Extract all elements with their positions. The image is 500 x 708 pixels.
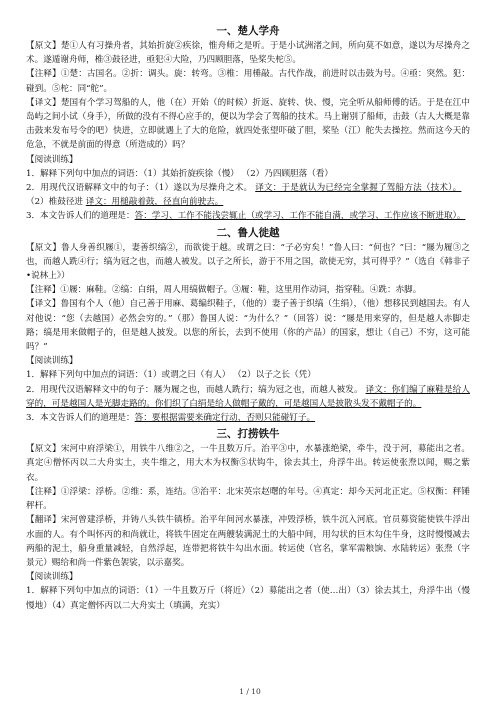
section1-answer-2a: 译文：于是就认为已经完全掌握了驾船方法（技术）。: [255, 183, 462, 194]
section1-original-text: 【原文】楚①人有习操舟者，其始折旋②疾徐，惟舟师之是听。于是小试洲渚之间，所向莫不如意，遂以为尽操舟之术。遂遁谢舟师，椎③鼓径进，亟犯④大险，乃四顾胆落，坠桨失柁⑤。: [26, 41, 470, 66]
section2-original-text: 【原文】鲁人身善织屦①，妻善织缟②，而欲徙于越。或谓之曰：“子必穷矣！”鲁人曰：“何也？”曰：“屦为履③之也，而越人跣④行；缟为冠之也，而越人被发。以子之所长，游于不用之国，欲使无穷，其可得乎？”（选自《韩非子•说林上》）: [26, 242, 470, 282]
section2-question-3: [26, 411, 470, 425]
section2-question-1: 1．解释下列句中加点的词语：（1）或谓之曰（有人） （2）以子之长（凭）: [26, 370, 316, 381]
section1-translation: 【译文】楚国有个学习驾船的人，他（在）开始（的时候）折返、旋转、快、慢，完全听从船师傅的话。于是在江中岛屿之间小试（身手），所做的没有不得心应手的，便以为学会了驾船的技术。马上谢别了船师，击鼓（古人大概是靠击鼓来发布号令的吧）快进，立即就遇上了大的危险，就四处张望吓破了胆，桨坠（江）舵失去操控。然而这今天的危急，不就是前面的得意（所造成的）吗？: [26, 97, 470, 151]
section1-question-2: [26, 181, 470, 209]
section1-answer-3: 答：学习、工作不能浅尝辄止（或学习、工作不能自满，或学习、工作应该不断进取）。: [134, 211, 466, 222]
section-title-1: 一、楚人学舟: [216, 25, 280, 37]
section1-question-3: [26, 209, 470, 223]
section3-notes: 【注释】①浮梁：浮桥。②维：系，连结。③治平：北宋英宗赵曙的年号。④真定：却今天河北正定。⑤权衡：秤锤秤杆。: [26, 486, 470, 512]
section1-question-2b: （2）椎鼓径进: [26, 197, 84, 208]
section1-question-1: 1．解释下列句中加点的词语：（1）其始折旋疾徐（慢） （2）乃四顾胆落（看）: [26, 168, 334, 179]
section1-question-3-prompt: 3．本文告诉人们的道理是：: [26, 211, 135, 222]
section1-answer-2b: 译文：用槌敲着鼓，径直向前驶去。: [85, 197, 224, 208]
section3-translation: 【翻译】宋河曾建浮桥，并铸八头铁牛镇桥。治平年间河水暴涨，冲毁浮桥，铁牛沉入河底。官员募资能使铁牛浮出水面的人。有个叫怀丙的和尚就让，将铁牛固定在两艘装满泥土的大船中间，用勾状的巨木勾住牛身，这时慢慢减去两船的泥土，船身重量减轻，自然浮起，连带把将铁牛勾出水面。转运使（官名，掌军需粮饷、水陆转运）张焘（字景元）赐给和尚一件紫色袈裟，以示嘉奖。: [26, 515, 470, 568]
section3-original-text: 【原文】宋河中府浮梁①，用铁牛八维②之，一牛且数万斤。治平③中，水暴涨绝梁，牵牛，没于河，募能出之者。真定④僧怀丙以二大舟实土，夹牛维之，用大木为权衡⑤状钩牛，徐去其土，舟浮牛出。转运使张焘以闻，赐之紫衣。: [26, 444, 470, 483]
section2-question-2-prompt: 2．用现代汉语解释文中的句子：屦为履之也，而越人跣行；缟为冠之也，而越人被发。: [26, 384, 363, 395]
section-title-2: 二、鲁人徙越: [216, 226, 280, 239]
section3-exercise-heading: 【阅读训练】: [26, 572, 78, 583]
section2-translation: 【译文】鲁国有个人（他）自己善于用麻、葛编织鞋子，（他的）妻子善于织缟（生绢），（他）想移民到越国去。有人对他说：“您（去越国）必然会穷的。”（那）鲁国人说：“为什么？”（回答）说：“屦是用来穿的，但是越人赤脚走路；缟是用来做帽子的，但是越人披发。以您的所长，去到不使用（你的产品）的国家，想让（自己）不穷，这可能吗？”: [26, 299, 470, 353]
section3-question-1: 1．解释下列句中加点的词语：（1）一牛且数万斤（将近）（2）募能出之者（使…出）（3）徐去其土，舟浮牛出（慢慢地）（4）真定僧怀丙以二大舟实土（填满，充实）: [26, 586, 470, 611]
section2-answer-3: 答：要根据需要来确定行动，否则只能碰钉子。: [134, 413, 316, 424]
section1-notes: 【注释】①楚：古国名。②折：调头。旋：转弯。③椎：用棰敲。古代作战，前进时以击鼓为号。④亟：突然。犯：碰到。⑤柁：同“舵”。: [26, 69, 470, 94]
section2-question-2: [26, 383, 470, 411]
section2-notes: 【注释】①屦：麻鞋。②缟：白绢，周人用缟做帽子。③履：鞋，这里用作动词，指穿鞋。④跣：赤脚。: [26, 285, 422, 296]
section2-answer-2: 译文：你们编了麻鞋是给人穿的，可是越国人是光脚走路的。你们织了白绢是给人做帽子戴的，可是越国人是披散头发不戴帽子的。: [26, 384, 470, 409]
section2-exercise-heading: 【阅读训练】: [26, 356, 78, 367]
section-title-3: 三、打捞铁牛: [216, 428, 280, 441]
page-number: 1 / 10: [239, 687, 261, 696]
section2-question-3-prompt: 3．本文告诉人们的道理是：: [26, 413, 135, 424]
section1-question-2a: 2．用现代汉语解释文中的句子：（1）遂以为尽操舟之术。: [26, 183, 253, 194]
section1-exercise-heading: 【阅读训练】: [26, 154, 78, 165]
